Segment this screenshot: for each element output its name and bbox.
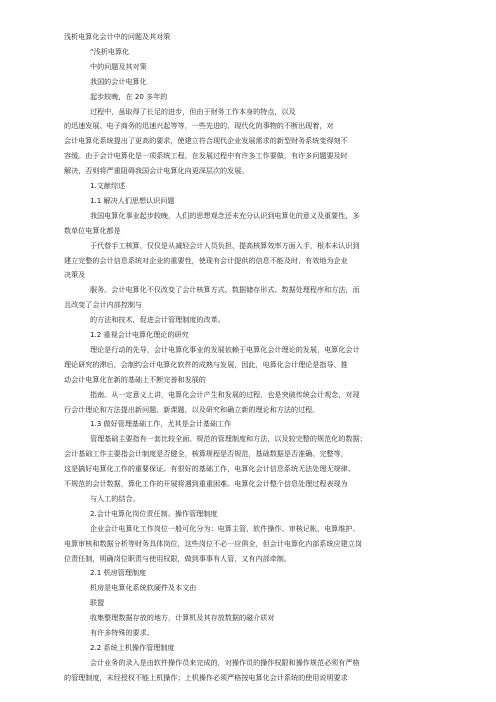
text-line: 解决，否则将严重阻碍我国会计电算化向更深层次的发展。 — [64, 166, 249, 176]
text-line: 行会计理论和方法提出新问题、新课题，以及研究和确立新的理论和方法的过程。 — [64, 404, 320, 414]
text-line: 的管理制度，未经授权不能上机操作；上机操作必须严格按电算化会计系统的使用说明要求 — [64, 672, 348, 682]
text-line: 会计基础工作主要指会计制度是否健全，核算规程是否规范，基础数据是否准确、完整等， — [64, 449, 348, 459]
text-line: 位责任制，明确岗位职责与使用权限，做到事事有人管，又有内部牵制。 — [64, 553, 291, 563]
text-line: “浅析电算化 — [90, 46, 130, 56]
text-line: 电算审核和数据分析等财务具体岗位，这些岗位不必一应俱全，但会计电算化内部系统应建立岗 — [64, 538, 362, 548]
text-line: 我国的会计电算化 — [90, 76, 147, 86]
text-line: 过程中，虽取得了长足的进步，但由于财务工作本身的特点，以及 — [90, 106, 296, 116]
text-line: 服务。会计电算化不仅改变了会计核算方式、数据储存形式、数据处理程序和方法，而 — [90, 285, 360, 295]
text-line: 于代替手工核算，仅仅是从减轻会计人员负担、提高核算效率方面入手，根本未认识到 — [90, 240, 360, 250]
text-line: 建立完整的会计信息系统对企业的重要性，使现有会计提供的信息不能及时、有效地为企业 — [64, 255, 348, 265]
text-line: 起步较晚，在 20 多年的 — [90, 91, 168, 101]
text-line: 收集整理数据存放的地方，计算机及其存放数据的磁介质对 — [90, 613, 275, 623]
text-line: 理论是行动的先导，会计电算化事业的发展依赖于电算化会计理论的发展，电算化会计 — [90, 344, 360, 354]
text-line: 会计业务的录入是由软件操作员来完成的，对操作员的操作权限和操作规范必须有严格 — [90, 657, 360, 667]
text-line: 机房是电算化系统软硬件及本文由 — [90, 583, 197, 593]
text-line: 2.2 系统上机操作管理制度 — [90, 642, 175, 652]
text-line: 决策及 — [64, 270, 86, 280]
text-line: 有许多特殊的要求。 — [90, 628, 154, 637]
text-line: 这是搞好电算化工作的重要保证。有很好的基础工作，电算化会计信息系统无法处理无规律、 — [64, 464, 355, 474]
text-line: 数单位电算化都是 — [64, 225, 121, 235]
text-line: 会计电算化系统提出了更高的要求，使建立符合现代企业发展需求的新型财务系统变得刻不 — [64, 136, 348, 146]
text-line: 动会计电算化在新的基础上不断完善和发展的 — [64, 374, 206, 384]
text-line: 1.3 做好管理基础工作，尤其是会计基础工作 — [90, 419, 232, 429]
text-line: 1.文献综述 — [90, 181, 126, 190]
text-line: 的迅速发展、电子商务的迅速兴起等等，一些先进的、现代化的事物的不断出现着，对 — [64, 121, 334, 131]
text-line: 中的问题及其对策 — [90, 61, 147, 71]
text-line: 的方法和技术，促进会计管理制度的改革。 — [90, 315, 225, 325]
text-line: 且改变了会计内部控制与 — [64, 300, 143, 310]
text-line: 容缓。由于会计电算化是一项系统工程，在发展过程中有许多工作要做，有许多问题要及时 — [64, 151, 348, 161]
text-line: 1.2 重视会计电算化理论的研究 — [90, 330, 189, 339]
text-line: 与人工的结合。 — [90, 493, 140, 503]
text-line: 2.1 机房管理制度 — [90, 568, 147, 578]
text-line: 管理基础主要指有一套比较全面、规范的管理制度和方法，以及较完整的规范化的数据； — [90, 434, 367, 444]
text-line: 企业会计电算化工作岗位一般可化分为：电算主管、软件操作、审核记帐、电算维护、 — [90, 523, 360, 533]
text-line: 1.1 解决人们思想认识问题 — [90, 195, 175, 205]
document-title: 浅析电算化会计中的问题及其对策 — [64, 32, 171, 41]
text-line: 理论研究的滞后，会制约会计电算化软件的成熟与发展，因此，电算化会计理论是指导、推 — [64, 359, 348, 369]
text-line: 2.会计电算化岗位责任制、操作管理制度 — [90, 508, 218, 518]
text-line: 指南。从一定意义上讲，电算化会计产生和发展的过程，也是突破传统会计观念，对现 — [90, 389, 360, 399]
text-line: 不规范的会计数据，算化工作的开展将遇到重重困难。电算化会计整个信息处理过程表现为 — [64, 479, 348, 488]
text-line: 联盟 — [90, 598, 105, 608]
text-line: 我国电算化事业起步较晚，人们的思想观念还未充分认识到电算化的意义及重要性，多 — [90, 210, 360, 220]
